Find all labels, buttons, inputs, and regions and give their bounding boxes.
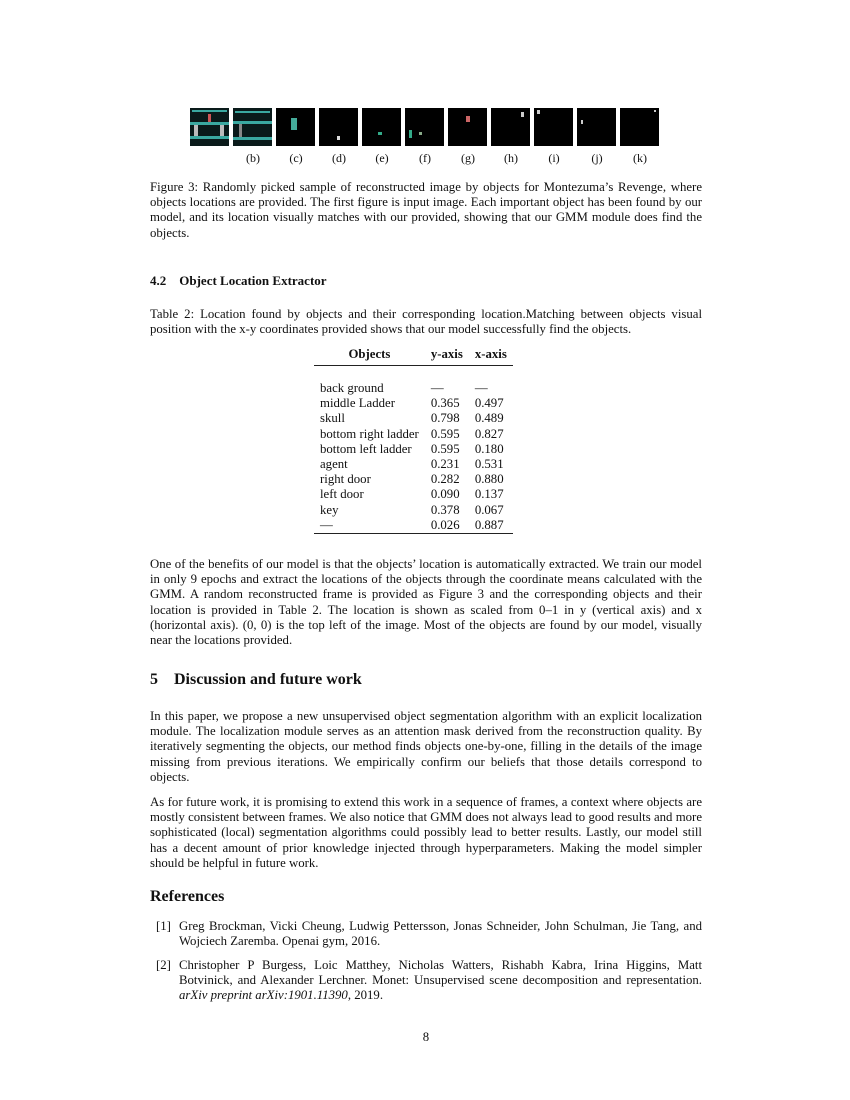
table-row: left door 0.090 0.137 xyxy=(320,487,504,502)
table-row: bottom right ladder 0.595 0.827 xyxy=(320,426,504,441)
thumbnail-k xyxy=(620,108,659,146)
label-e: (e) xyxy=(375,151,389,165)
section-5-title: Discussion and future work xyxy=(174,671,362,688)
thumbnail-e xyxy=(362,108,401,146)
label-d: (d) xyxy=(332,151,346,165)
section-4-2-number: 4.2 xyxy=(150,273,167,288)
thumbnail-b xyxy=(233,108,272,146)
figure-3-labels xyxy=(190,151,670,167)
table-row: middle Ladder 0.365 0.497 xyxy=(320,396,504,411)
label-g: (g) xyxy=(461,151,475,165)
location-table xyxy=(314,345,513,534)
table-row: — 0.026 0.887 xyxy=(314,518,513,534)
header-x-axis: x-axis xyxy=(469,345,513,366)
discussion-paragraph-1: In this paper, we propose a new unsupervised object segmentation algorithm with an explicit localization module. The localization module serves as an attention mask derived from the reconstruction quality. By iteratively segmenting the objects, our method finds objects one-by-one, filling in the details of the image missing from previous iterations. We empirically confirm our beliefs that those details correspond to objects. xyxy=(150,709,702,784)
thumbnail-c xyxy=(276,108,315,146)
reference-1-number: [1] xyxy=(156,919,171,933)
figure-3-thumbnails xyxy=(190,108,670,146)
thumbnail-d xyxy=(319,108,358,146)
label-i: (i) xyxy=(548,151,560,165)
thumbnail-j xyxy=(577,108,616,146)
table-2-caption: Table 2: Location found by objects and their corresponding location.Matching between objects visual position with the x-y coordinates provided shows that our model successfully find the objects. xyxy=(150,307,702,337)
section-5-heading xyxy=(150,671,362,689)
section-4-2-heading xyxy=(150,273,327,289)
reference-1-text: Greg Brockman, Vicki Cheung, Ludwig Pettersson, Jonas Schneider, John Schulman, Jie Tang, and Wojciech Zaremba. Openai gym, 2016. xyxy=(179,919,702,949)
table-row: back ground — — xyxy=(320,381,488,395)
label-k: (k) xyxy=(633,151,647,165)
table-row: skull 0.798 0.489 xyxy=(320,411,504,426)
header-y-axis: y-axis xyxy=(425,345,469,366)
paper-page xyxy=(150,0,702,1100)
thumbnail-h xyxy=(491,108,530,146)
thumbnail-f xyxy=(405,108,444,146)
label-j: (j) xyxy=(591,151,603,165)
thumbnail-i xyxy=(534,108,573,146)
figure-3-caption: Figure 3: Randomly picked sample of reconstructed image by objects for Montezuma’s Revenge, where objects locations are provided. The first figure is input image. Each important object has been found by our model, and its location visually matches with our provided, showing that our GMM module does find the objects. xyxy=(150,180,702,240)
page-number: 8 xyxy=(422,1030,430,1044)
label-b: (b) xyxy=(246,151,260,165)
reference-2-text: Christopher P Burgess, Loic Matthey, Nicholas Watters, Rishabh Kabra, Irina Higgins, Matt Botvinick, and Alexander Lerchner. Monet: Unsupervised scene decomposition and representation. arXiv preprint arXiv:1901.11390, 2019. xyxy=(179,958,702,1003)
thumbnail-input xyxy=(190,108,229,146)
label-c: (c) xyxy=(289,151,303,165)
section-5-number: 5 xyxy=(150,671,158,688)
table-row: key 0.378 0.067 xyxy=(320,502,504,517)
table-row: right door 0.282 0.880 xyxy=(320,472,504,487)
table-row: agent 0.231 0.531 xyxy=(320,457,504,472)
label-h: (h) xyxy=(504,151,518,165)
location-paragraph: One of the benefits of our model is that the objects’ location is automatically extracted. We train our model in only 9 epochs and extract the locations of the objects through the coordinate means calculated with the GMM. A random reconstructed frame is provided as Figure 3 and the corresponding objects and their location is provided in Table 2. The location is shown as scaled from 0–1 in y (vertical axis) and x (horizontal axis). (0, 0) is the top left of the image. Most of the objects are found by our model, visually near the locations provided. xyxy=(150,557,702,648)
section-4-2-title: Object Location Extractor xyxy=(179,273,327,288)
reference-2-number: [2] xyxy=(156,958,171,972)
discussion-paragraph-2: As for future work, it is promising to extend this work in a sequence of frames, a context where objects are mostly consistent between frames. We also notice that GMM does not always lead to good results and more sophisticated (local) segmentation algorithms could possibly lead to better results. Lastly, our model still has a decent amount of prior knowledge injected through hyperparameters. Making the model simpler should be helpful in future work. xyxy=(150,795,702,870)
reference-2-venue: arXiv preprint arXiv:1901.11390 xyxy=(179,988,348,1003)
label-f: (f) xyxy=(419,151,431,165)
table-row: bottom left ladder 0.595 0.180 xyxy=(320,441,504,456)
references-heading: References xyxy=(150,888,225,905)
thumbnail-g xyxy=(448,108,487,146)
header-objects: Objects xyxy=(314,345,425,366)
